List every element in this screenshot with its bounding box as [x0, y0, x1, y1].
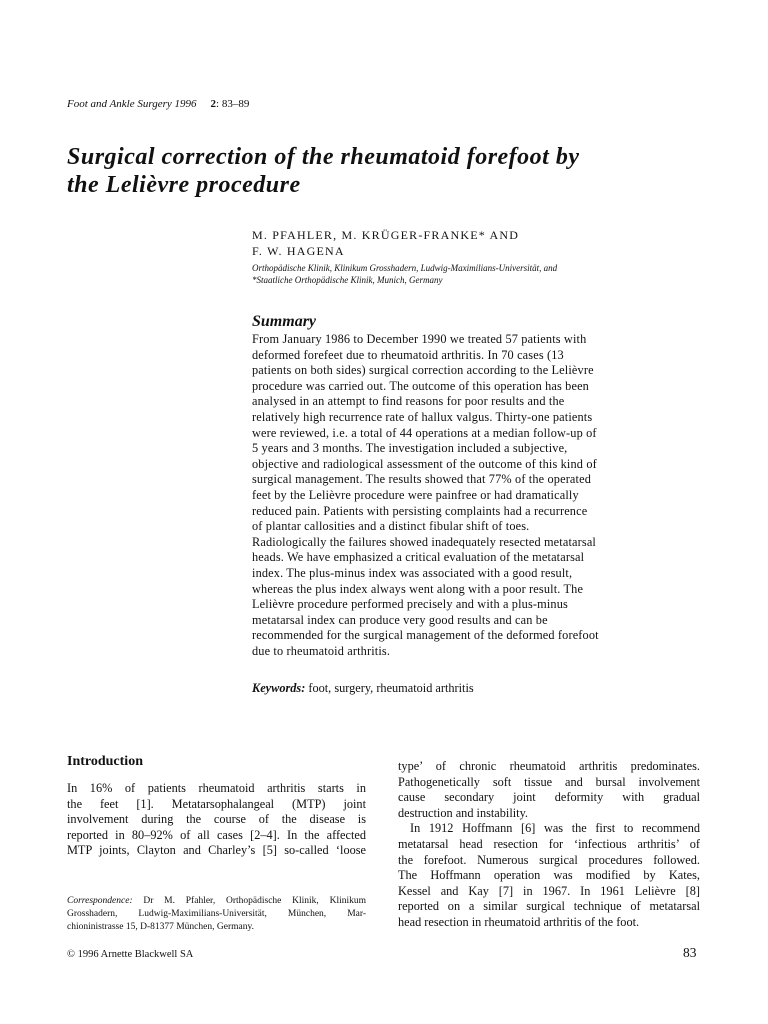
correspondence-line-1 [67, 895, 366, 908]
page-range: : 83–89 [216, 98, 250, 110]
article-title [67, 143, 707, 199]
body-line: the forefoot. Numerous surgical procedures followed. [398, 852, 700, 867]
correspondence-line-2: Grosshadern, Ludwig-Maximilians-Universität, München, Mar- [67, 909, 366, 919]
affiliations [252, 262, 557, 286]
author-list [252, 227, 519, 259]
summary-line: analysed in an attempt to find reasons for poor results and the [252, 394, 565, 409]
title-line-2: the Lelièvre procedure [67, 172, 301, 198]
summary-heading: Summary [252, 313, 317, 330]
body-line: destruction and instability. [398, 805, 529, 820]
body-line: the feet [1]. Metatarsophalangeal (MTP) joint [67, 796, 366, 811]
summary-line: feet by the Lelièvre procedure were painfree or had dramatically [252, 487, 579, 502]
affiliation-line-2: *Staatliche Orthopädische Klinik, Munich, Germany [252, 275, 443, 285]
keywords [252, 681, 474, 696]
summary-line: procedure was carried out. The outcome of this operation has been [252, 378, 589, 393]
introduction-right-column [398, 759, 700, 931]
summary-line: were reviewed, i.e. a total of 44 operations at a median follow-up of [252, 425, 597, 440]
correspondence-note [67, 895, 366, 934]
correspondence-line-3: chioninistrasse 15, D-81377 München, Germany. [67, 922, 254, 932]
summary-line: Radiologically the failures showed inadequately resected metatarsal [252, 534, 596, 549]
summary-line: index. The plus-minus index was associated with a good result, [252, 565, 573, 580]
summary-line: reduced pain. Patients with persisting complaints had a recurrence [252, 503, 588, 518]
introduction-left-column [67, 781, 366, 859]
summary-line: heads. We have emphasized a critical evaluation of the metatarsal [252, 550, 585, 565]
summary-body [252, 332, 654, 659]
journal-citation [67, 98, 249, 110]
summary-line: Lelièvre procedure performed precisely and with a plus-minus [252, 597, 568, 612]
volume-number: 2 [210, 98, 217, 110]
body-line: Kessel and Kay [7] in 1967. In 1961 Lelièvre [8] [398, 883, 700, 898]
body-line: Pathogenetically soft tissue and bursal involvement [398, 774, 700, 789]
summary-line: metatarsal index can produce very good results and can be [252, 612, 548, 627]
page-number: 83 [683, 945, 697, 960]
summary-line: whereas the plus index always went along with a poor result. The [252, 581, 584, 596]
correspondence-label: Correspondence: [67, 896, 133, 906]
copyright: © 1996 Arnette Blackwell SA [67, 949, 194, 960]
summary-line: recommended for the surgical management of the deformed forefoot [252, 628, 599, 643]
body-line: reported in 80–92% of all cases [2–4]. In the affected [67, 827, 366, 842]
keywords-list: foot, surgery, rheumatoid arthritis [305, 681, 474, 695]
summary-line: objective and radiological assessment of the outcome of this kind of [252, 456, 597, 471]
authors-line-2: F. W. HAGENA [252, 244, 345, 258]
title-line-1: Surgical correction of the rheumatoid forefoot by [67, 144, 580, 170]
authors-line-1: M. PFAHLER, M. KRÜGER-FRANKE* AND [252, 228, 520, 242]
summary-line: due to rheumatoid arthritis. [252, 643, 391, 658]
summary-line: surgical management. The results showed that 77% of the operated [252, 472, 592, 487]
body-line: reported on a similar surgical technique of metatarsal [398, 899, 700, 914]
body-line: involvement during the course of the disease is [67, 812, 366, 827]
summary-line: patients on both sides) surgical correction according to the Lelièvre [252, 363, 594, 378]
body-line: cause secondary joint deformity with gradual [398, 790, 700, 805]
summary-line: From January 1986 to December 1990 we treated 57 patients with [252, 332, 587, 346]
keywords-label: Keywords: [252, 681, 306, 695]
body-line: metatarsal head resection for ‘infectious arthritis’ of [398, 836, 700, 851]
volume-pages [211, 98, 250, 110]
body-line: In 1912 Hoffmann [6] was the first to recommend [410, 821, 700, 836]
journal-name: Foot and Ankle Surgery 1996 [67, 98, 197, 110]
body-line: type’ of chronic rheumatoid arthritis predominates. [398, 759, 700, 773]
summary-line: 5 years and 3 months. The investigation included a subjective, [252, 441, 568, 456]
correspondence-text-1: Dr M. Pfahler, Orthopädische Klinik, Klinikum [132, 896, 366, 906]
summary-line: relatively high recurrence rate of hallux valgus. Thirty-one patients [252, 409, 593, 424]
introduction-heading: Introduction [67, 754, 143, 769]
summary-line: of plantar callosities and a distinct fibular shift of toes. [252, 519, 530, 534]
body-line: The Hoffmann operation was modified by Kates, [398, 868, 700, 883]
body-line: MTP joints, Clayton and Charley’s [5] so-called ‘loose [67, 843, 366, 858]
body-line: In 16% of patients rheumatoid arthritis starts in [67, 781, 366, 795]
summary-line: deformed forefeet due to rheumatoid arthritis. In 70 cases (13 [252, 347, 564, 362]
body-line: head resection in rheumatoid arthritis of the foot. [398, 914, 640, 929]
affiliation-line-1: Orthopädische Klinik, Klinikum Grosshadern, Ludwig-Maximilians-Universität, and [252, 263, 558, 273]
